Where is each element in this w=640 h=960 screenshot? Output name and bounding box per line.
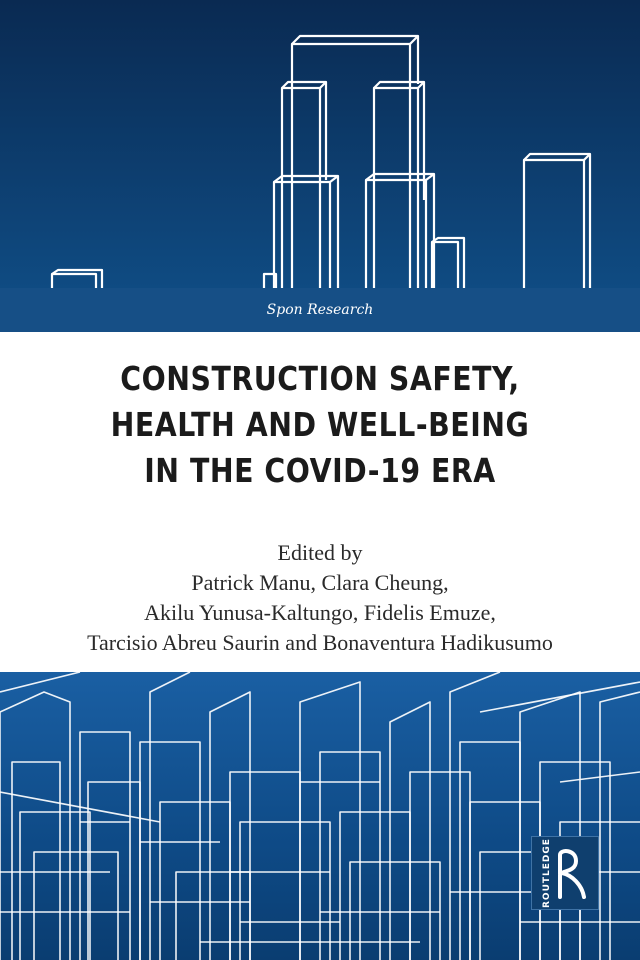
cityscape-wireframe-icon: [0, 672, 640, 960]
title-panel: [0, 332, 640, 672]
bottom-cityscape-illustration: [0, 672, 640, 960]
title-line: HEALTH AND WELL-BEING: [110, 405, 530, 444]
series-name: Spon Research: [266, 302, 374, 318]
editor-line: Akilu Yunusa-Kaltungo, Fidelis Emuze,: [144, 600, 496, 625]
title-line: CONSTRUCTION SAFETY,: [120, 359, 520, 398]
skyline-wireframe-icon: [0, 0, 640, 288]
title-line: IN THE COVID-19 ERA: [144, 451, 496, 490]
routledge-logo-icon: [546, 845, 592, 901]
routledge-logo: [531, 836, 599, 910]
top-skyline-illustration: [0, 0, 640, 288]
editor-line: Tarcisio Abreu Saurin and Bonaventura Hadikusumo: [87, 630, 553, 655]
publisher-name: ROUTLEDGE: [542, 838, 552, 908]
editor-line: Patrick Manu, Clara Cheung,: [191, 570, 449, 595]
editors-block: [0, 538, 640, 658]
edited-by-label: Edited by: [277, 540, 363, 565]
book-title: [45, 356, 595, 494]
series-band: [0, 288, 640, 332]
